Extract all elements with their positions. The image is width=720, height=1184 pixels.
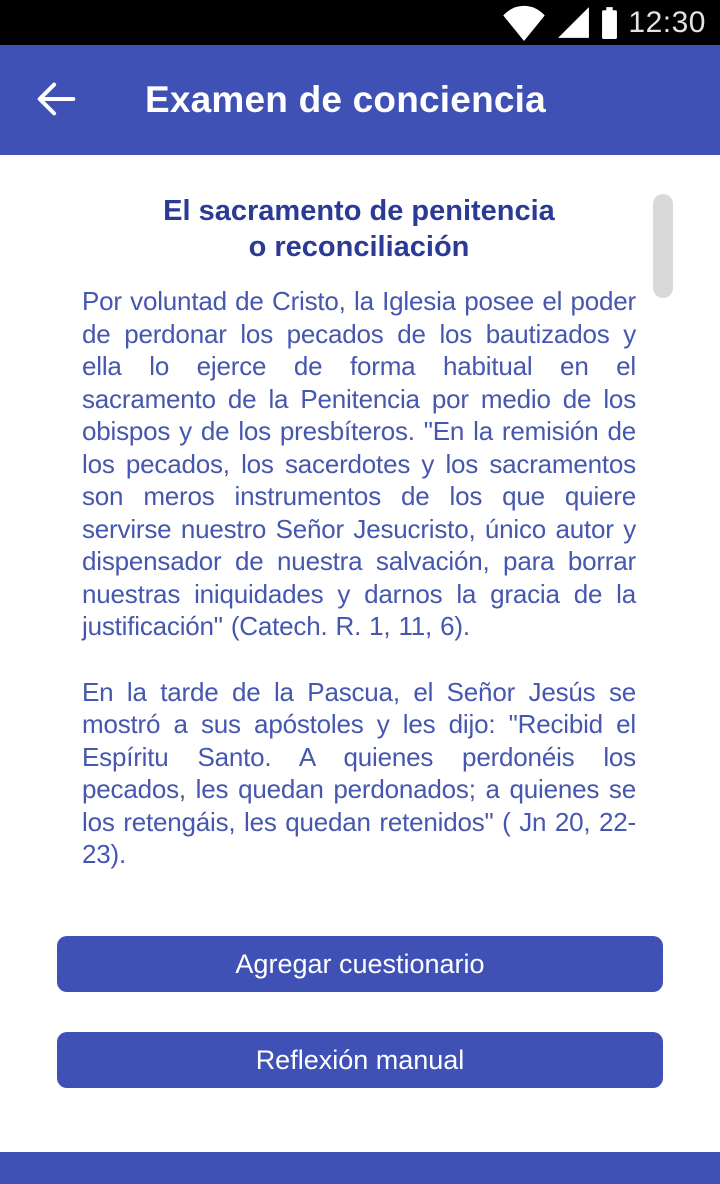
page-title: Examen de conciencia — [145, 79, 546, 120]
wifi-icon — [502, 5, 546, 41]
article-heading-line2: o reconciliación — [248, 231, 470, 263]
article-paragraph-1: Por voluntad de Cristo, la Iglesia posee el poder de perdonar los pecados de los bautizados y ella lo ejerce de forma habitual en el sacramento de la Penitencia por medio de los obispos y de los presbíteros. "En la remisión de los pecados, los sacerdotes y los sacramentos son meros instrumentos de los que quiere servirse nuestro Señor Jesucristo, único autor y dispensador de nuestra salvación, para borrar nuestras iniquidades y darnos la gracia de la justificación" (Catech. R. 1, 11, 6). — [82, 286, 636, 641]
cellular-signal-icon — [555, 4, 592, 41]
status-bar — [0, 0, 720, 45]
article-scroll-area[interactable] — [0, 155, 720, 917]
status-time: 12:30 — [628, 6, 706, 39]
manual-reflection-button[interactable]: Reflexión manual — [57, 1032, 663, 1088]
article-paragraph-2: En la tarde de la Pascua, el Señor Jesús se mostró a sus apóstoles y les dijo: "Recibid el Espíritu Santo. A quienes perdonéis los pecados, les quedan perdonados; a quienes se los retengáis, les quedan retenidos" ( Jn 20, 22-23). — [82, 676, 636, 869]
back-button[interactable] — [30, 74, 82, 126]
scrollbar-thumb[interactable] — [653, 194, 673, 298]
article-heading-line1: El sacramento de penitencia — [163, 195, 555, 227]
bottom-bar — [0, 1152, 720, 1184]
battery-icon — [601, 7, 618, 39]
article-heading — [82, 193, 636, 265]
arrow-left-icon — [33, 76, 79, 125]
add-questionnaire-button[interactable]: Agregar cuestionario — [57, 936, 663, 992]
app-bar — [0, 45, 720, 155]
